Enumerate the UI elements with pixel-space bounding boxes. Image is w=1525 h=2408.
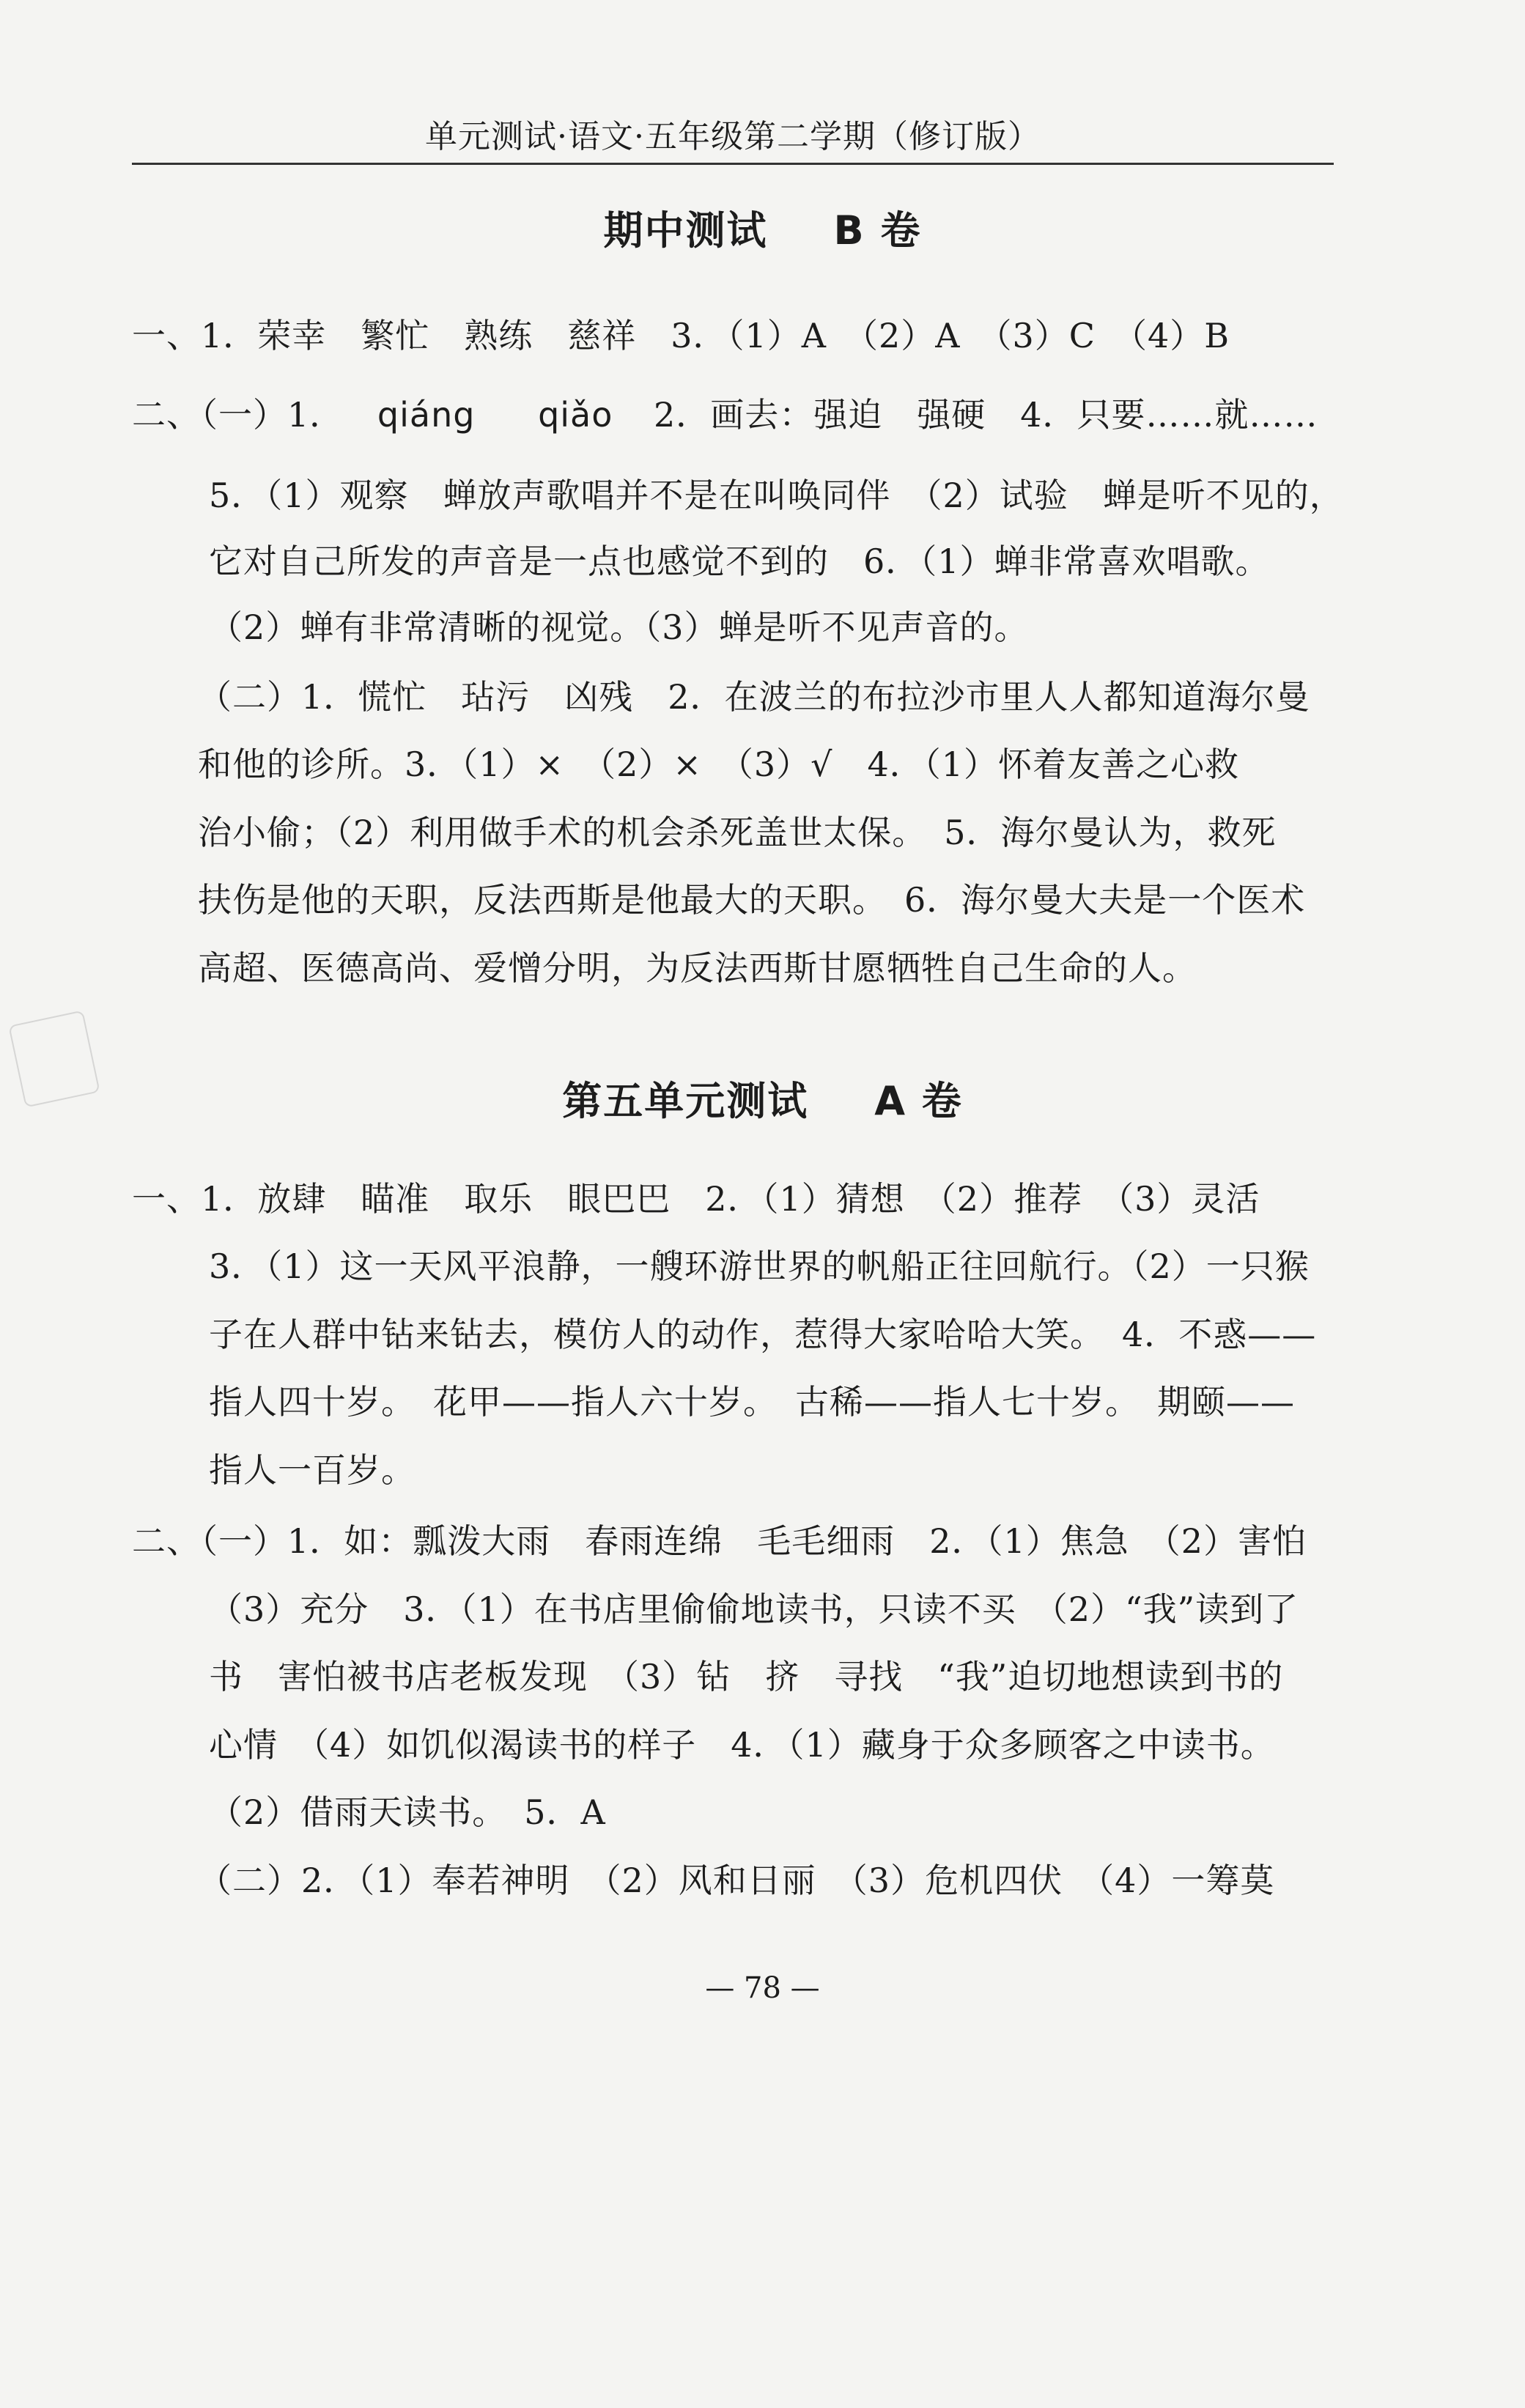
pinyin-qiao: qiǎo (538, 395, 613, 435)
page-number: — 78 — (705, 1971, 820, 2005)
answer-line (132, 388, 1318, 437)
answer-line: （3）充分 3．（1）在书店里偷偷地读书，只读不买 （2）“我”读到了 (209, 1589, 1299, 1629)
answer-line: 治小偷；（2）利用做手术的机会杀死盖世太保。 5．海尔曼认为，救死 (198, 813, 1277, 852)
answer-line: 指人一百岁。 (209, 1450, 416, 1490)
answer-line: 它对自己所发的声音是一点也感觉不到的 6．（1）蝉非常喜欢唱歌。 (209, 542, 1270, 581)
header-rule (132, 163, 1334, 165)
pinyin-qiang: qiáng (377, 395, 476, 435)
section-title-unit5 (0, 1070, 1525, 1126)
answer-line: 心情 （4）如饥似渴读书的样子 4．（1）藏身于众多顾客之中读书。 (209, 1725, 1275, 1765)
section-title-sub: B 卷 (833, 207, 922, 254)
section-title-main: 第五单元测试 (562, 1078, 809, 1124)
answer-line: 和他的诊所。3．（1）× （2）× （3）√ 4．（1）怀着友善之心救 (198, 745, 1239, 784)
section-title-midterm (0, 199, 1525, 256)
answer-line: （2）借雨天读书。 5．A (209, 1792, 606, 1832)
answer-line: 子在人群中钻来钻去，模仿人的动作，惹得大家哈哈大笑。 4．不惑—— (209, 1315, 1317, 1354)
answer-line: （二）1．慌忙 玷污 凶残 2．在波兰的布拉沙市里人人都知道海尔曼 (198, 677, 1310, 717)
answer-line-rest: 2．画去：强迫 强硬 4．只要……就…… (654, 395, 1318, 435)
answer-line: （2）蝉有非常清晰的视觉。（3）蝉是听不见声音的。 (209, 607, 1029, 647)
section-title-main: 期中测试 (603, 207, 768, 254)
running-header: 单元测试·语文·五年级第二学期（修订版） (425, 118, 1041, 155)
section-title-sub: A 卷 (874, 1078, 963, 1124)
answer-line: （二）2．（1）奉若神明 （2）风和日丽 （3）危机四伏 （4）一筹莫 (198, 1861, 1275, 1900)
answer-line: 一、1．放肆 瞄准 取乐 眼巴巴 2．（1）猜想 （2）推荐 （3）灵活 (132, 1179, 1260, 1219)
answer-line: 5．（1）观察 蝉放声歌唱并不是在叫唤同伴 （2）试验 蝉是听不见的， (209, 476, 1344, 515)
answer-line: 扶伤是他的天职，反法西斯是他最大的天职。 6．海尔曼大夫是一个医术 (198, 880, 1306, 920)
answer-line: 书 害怕被书店老板发现 （3）钻 挤 寻找 “我”迫切地想读到书的 (209, 1657, 1284, 1696)
answer-line: 指人四十岁。 花甲——指人六十岁。 古稀——指人七十岁。 期颐—— (209, 1382, 1295, 1422)
answer-line: 高超、医德高尚、爱憎分明，为反法西斯甘愿牺牲自己生命的人。 (198, 948, 1197, 988)
answer-line: 3．（1）这一天风平浪静，一艘环游世界的帆船正往回航行。（2）一只猴 (209, 1247, 1310, 1286)
answer-line: 一、1．荣幸 繁忙 熟练 慈祥 3．（1）A （2）A （3）C （4）B (132, 316, 1230, 355)
answer-line-prefix: 二、（一）1． (132, 395, 344, 435)
answer-line: 二、（一）1．如：瓢泼大雨 春雨连绵 毛毛细雨 2．（1）焦急 （2）害怕 (132, 1521, 1307, 1561)
